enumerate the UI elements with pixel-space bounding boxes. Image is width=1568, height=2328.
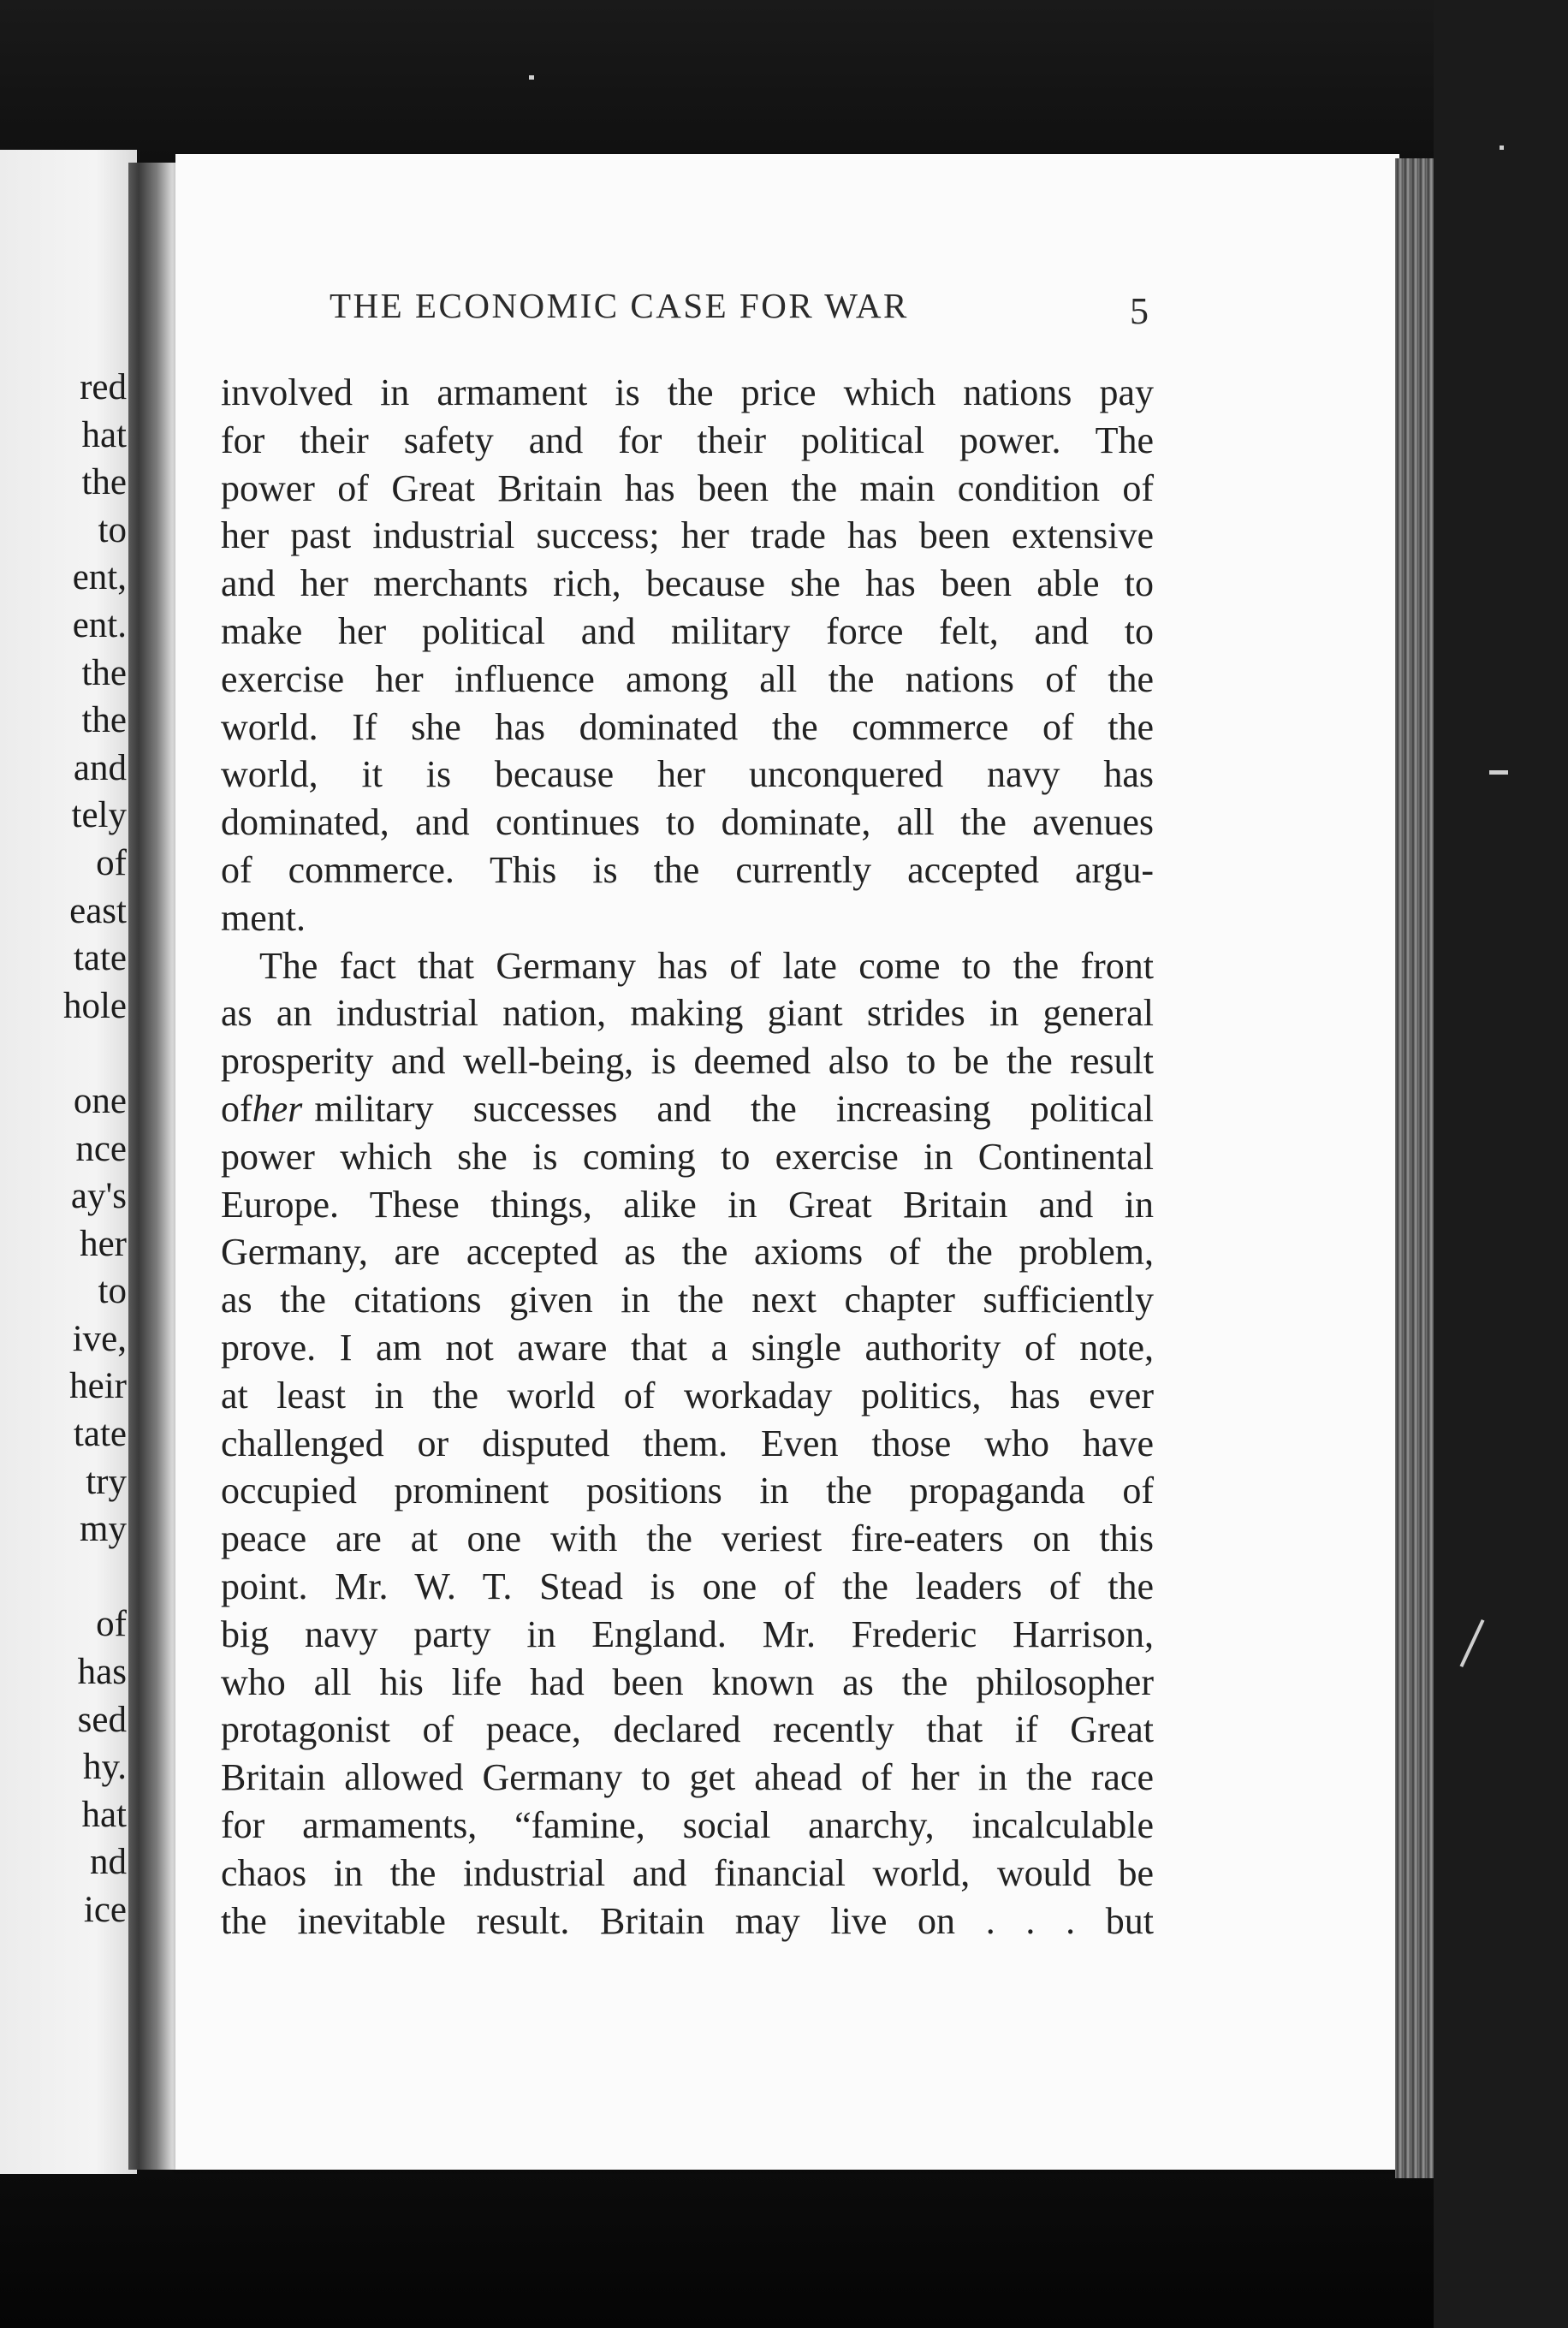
left-line: and	[73, 747, 127, 788]
left-line: red	[80, 367, 127, 407]
text-line: for armaments, “famine, social anarchy, incalculable	[221, 1803, 1154, 1846]
left-line: hole	[62, 985, 127, 1026]
text-line: Britain allowed Germany to get ahead of her in the race	[221, 1756, 1154, 1799]
book-gutter-shadow	[128, 163, 180, 2170]
text-line: point. Mr. W. T. Stead is one of the leaders of the	[221, 1565, 1154, 1607]
text-line: for their safety and for their political power. The	[221, 419, 1154, 461]
left-line: hy.	[83, 1747, 127, 1788]
text-line: and her merchants rich, because she has been able to	[221, 562, 1154, 605]
text-line: The fact that Germany has of late come to the front	[259, 944, 1154, 987]
text-line: at least in the world of workaday politics, has ever	[221, 1374, 1154, 1416]
left-line: sed	[77, 1699, 127, 1740]
left-line: the	[81, 462, 127, 503]
text-word: of	[221, 1087, 252, 1130]
left-line: has	[77, 1652, 127, 1693]
left-line-gap	[63, 1553, 127, 1601]
left-line: heir	[69, 1366, 127, 1407]
text-line: occupied prominent positions in the propaganda of	[221, 1470, 1154, 1512]
left-line: her	[80, 1223, 127, 1264]
left-line: tate	[73, 1414, 127, 1455]
text-line: her past industrial success; her trade has been extensive	[221, 514, 1154, 557]
left-line: ent.	[72, 604, 127, 645]
text-line: power which she is coming to exercise in Continental	[221, 1135, 1154, 1178]
scan-background-bottom	[0, 2165, 1568, 2328]
left-line: of	[96, 1604, 127, 1645]
dust-speck	[529, 75, 534, 80]
text-line: ment.	[221, 896, 306, 939]
left-line: tely	[71, 795, 127, 836]
text-line: of commerce. This is the currently accepted argu-	[221, 848, 1154, 891]
body-text	[221, 369, 1154, 1945]
left-line: nd	[90, 1842, 127, 1883]
left-line: my	[80, 1509, 127, 1550]
text-line: the inevitable result. Britain may live on . . . but	[221, 1899, 1154, 1942]
dust-speck	[1489, 770, 1508, 775]
left-line: the	[81, 700, 127, 741]
left-line: ive,	[72, 1318, 127, 1359]
left-line: ay's	[70, 1176, 127, 1217]
text-line: big navy party in England. Mr. Frederic Harrison,	[221, 1612, 1154, 1655]
text-line: dominated, and continues to dominate, all the avenues	[221, 801, 1154, 844]
left-line: to	[98, 1271, 127, 1312]
scan-background-top	[0, 0, 1568, 163]
left-line: tate	[73, 938, 127, 979]
left-line: east	[69, 890, 127, 931]
left-line: hat	[81, 414, 127, 455]
left-line: ent,	[72, 557, 127, 598]
text-line: prosperity and well-being, is deemed also to be the result	[221, 1040, 1154, 1083]
dust-speck	[1500, 146, 1504, 150]
text-line: involved in armament is the price which nations pay	[221, 371, 1154, 413]
text-line: chaos in the industrial and financial world, would be	[221, 1851, 1154, 1894]
left-line: of	[96, 842, 127, 883]
text-line: protagonist of peace, declared recently that if Great	[221, 1708, 1154, 1751]
text-line: Europe. These things, alike in Great Britain and in	[221, 1183, 1154, 1226]
page-number: 5	[1130, 290, 1149, 332]
page-edge-stack	[1395, 158, 1434, 2178]
text-line: challenged or disputed them. Even those who have	[221, 1422, 1154, 1464]
left-line: hat	[81, 1794, 127, 1835]
running-head: THE ECONOMIC CASE FOR WAR	[330, 286, 909, 325]
text-line: world, it is because her unconquered navy has	[221, 753, 1154, 796]
left-line: the	[81, 652, 127, 693]
text-line: power of Great Britain has been the main condition of	[221, 466, 1154, 509]
left-line: nce	[75, 1128, 127, 1169]
left-page-text	[63, 364, 127, 1934]
emphasized-word: her	[252, 1087, 303, 1130]
text-line: as an industrial nation, making giant strides in general	[221, 992, 1154, 1035]
left-line: ice	[83, 1890, 127, 1930]
text-line: who all his life had been known as the philosopher	[221, 1660, 1154, 1703]
text-line: Germany, are accepted as the axioms of the problem,	[221, 1231, 1154, 1274]
text-line: world. If she has dominated the commerce of the	[221, 705, 1154, 748]
text-line: make her political and military force felt, and to	[221, 609, 1154, 652]
text-line: peace are at one with the veriest fire-eaters on this	[221, 1517, 1154, 1560]
text-line: prove. I am not aware that a single authority of note,	[221, 1326, 1154, 1369]
scan-background-right	[1434, 0, 1568, 2328]
text-line: as the citations given in the next chapter sufficiently	[221, 1279, 1154, 1321]
text-line: exercise her influence among all the nations of the	[221, 657, 1154, 700]
left-line: to	[98, 509, 127, 550]
text-line-remainder: military successes and the increasing political	[314, 1087, 1154, 1130]
left-facing-page	[0, 150, 137, 2174]
left-line-gap	[63, 1030, 127, 1078]
left-line: try	[86, 1461, 127, 1502]
left-line: one	[73, 1080, 127, 1121]
text-line	[221, 1085, 1154, 1133]
